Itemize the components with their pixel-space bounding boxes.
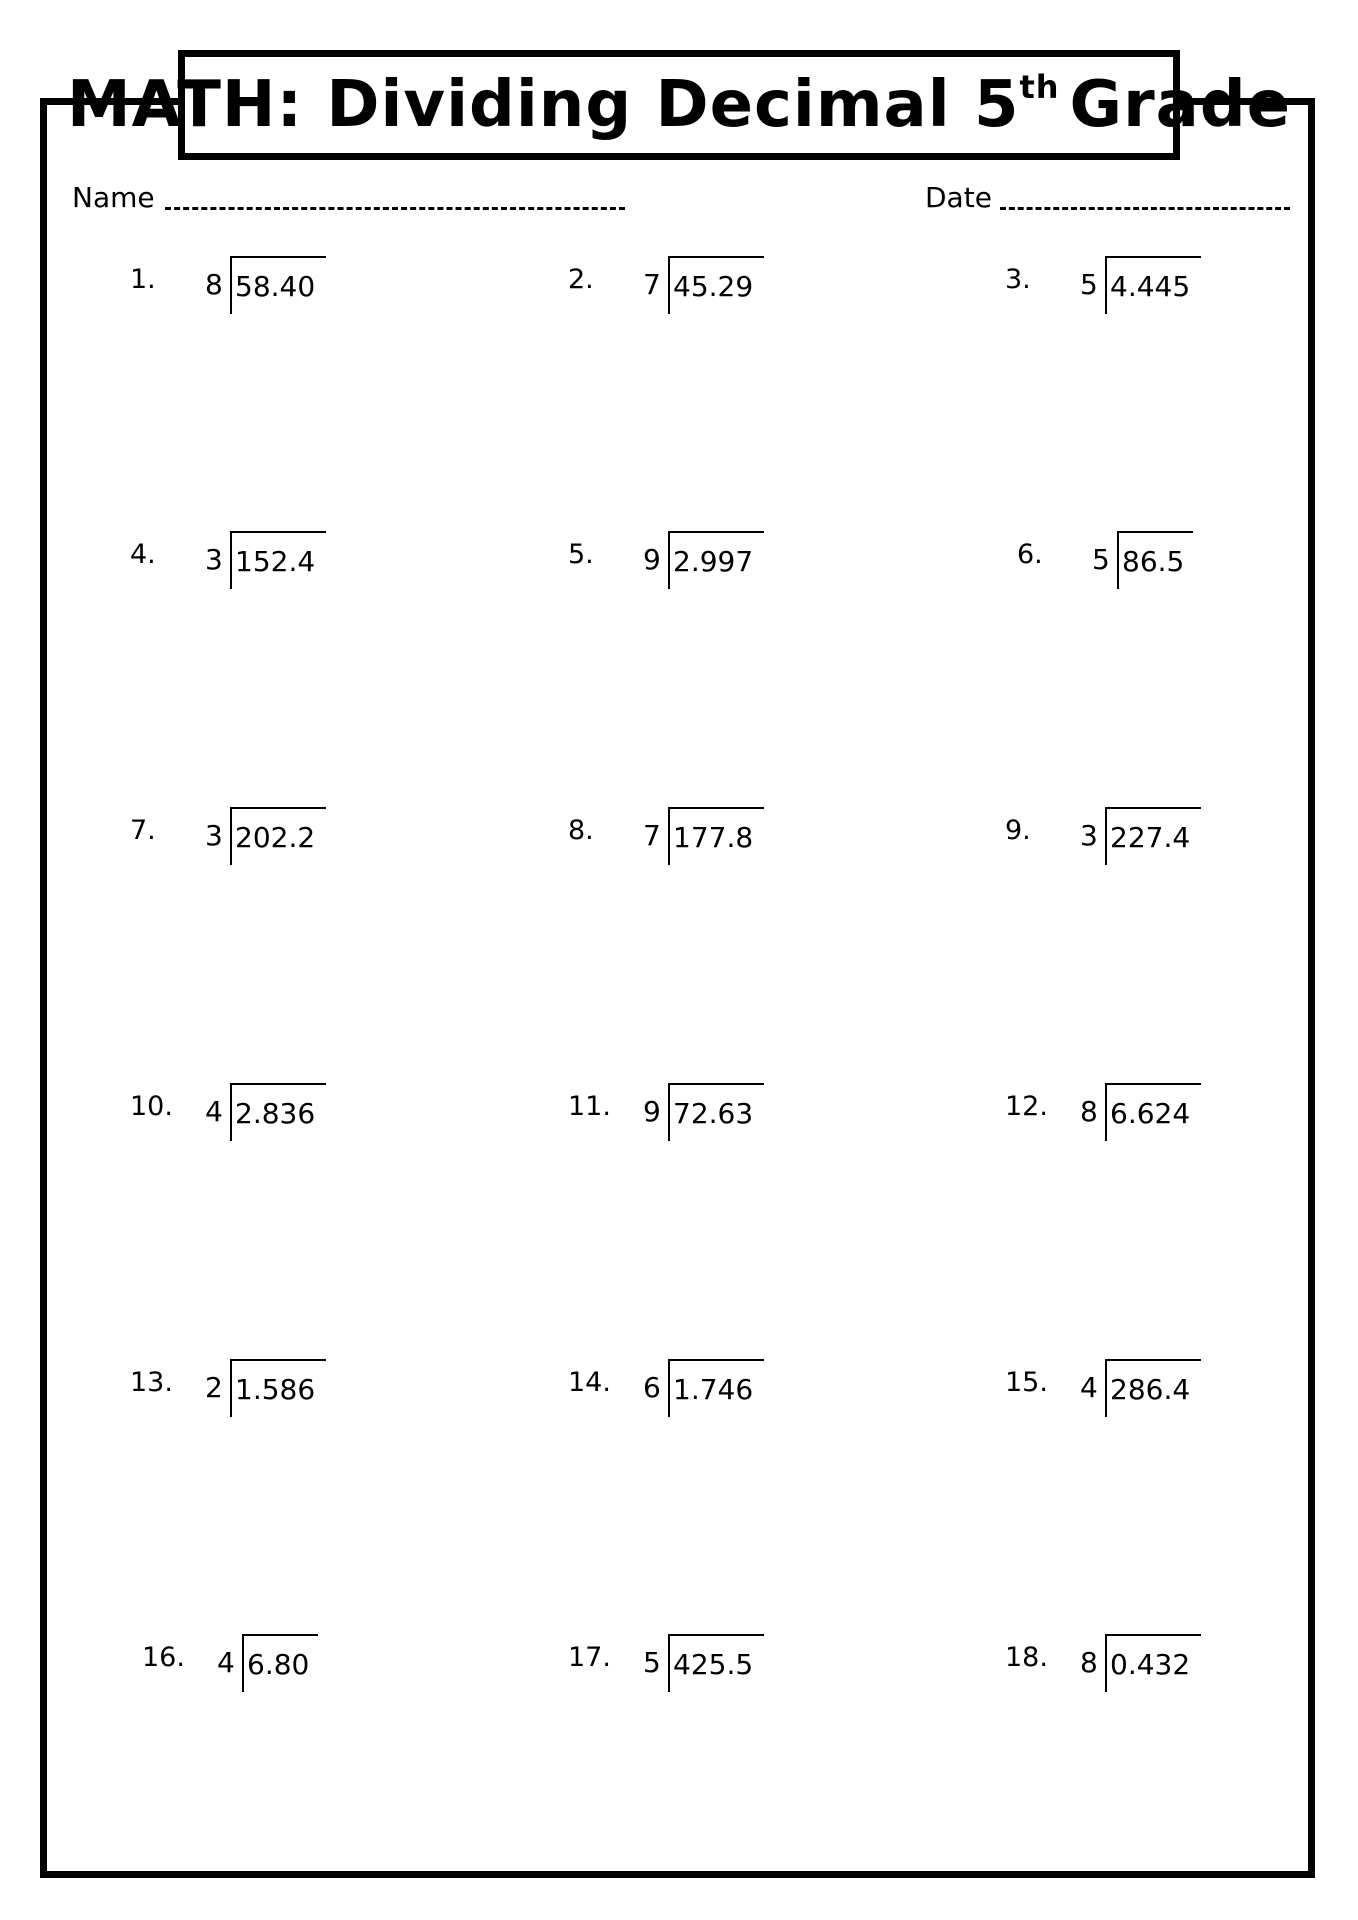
division-bracket — [668, 256, 764, 314]
date-field[interactable] — [1000, 207, 1290, 210]
problem-number: 5. — [568, 539, 594, 570]
divisor: 4 — [217, 1646, 235, 1679]
problem-1 — [130, 266, 430, 336]
divisor: 7 — [643, 819, 661, 852]
dividend: 72.63 — [673, 1097, 754, 1130]
page-title — [66, 67, 1292, 142]
division-bracket — [242, 1634, 318, 1692]
division-bracket — [1105, 807, 1201, 865]
dividend: 6.624 — [1110, 1097, 1191, 1130]
division-bracket — [668, 531, 764, 589]
dividend: 227.4 — [1110, 821, 1191, 854]
problem-number: 4. — [130, 539, 156, 570]
divisor: 6 — [643, 1371, 661, 1404]
division-bracket — [230, 256, 326, 314]
dividend: 2.997 — [673, 545, 754, 578]
problem-7 — [130, 817, 430, 887]
divisor: 9 — [643, 543, 661, 576]
divisor: 2 — [205, 1371, 223, 1404]
division-bracket — [230, 1083, 326, 1141]
problem-number: 11. — [568, 1091, 611, 1122]
problem-number: 13. — [130, 1367, 173, 1398]
dividend: 152.4 — [235, 545, 316, 578]
divisor: 3 — [205, 543, 223, 576]
problem-16 — [142, 1644, 442, 1714]
dividend: 2.836 — [235, 1097, 316, 1130]
division-bracket — [230, 807, 326, 865]
divisor: 8 — [205, 268, 223, 301]
dividend: 1.586 — [235, 1373, 316, 1406]
divisor: 9 — [643, 1095, 661, 1128]
division-bracket — [668, 1083, 764, 1141]
problem-number: 14. — [568, 1367, 611, 1398]
problem-2 — [568, 266, 868, 336]
problem-9 — [1005, 817, 1305, 887]
problem-6 — [1017, 541, 1317, 611]
problem-4 — [130, 541, 430, 611]
problem-number: 3. — [1005, 264, 1031, 295]
dividend: 0.432 — [1110, 1648, 1191, 1681]
dividend: 86.5 — [1122, 545, 1185, 578]
problem-8 — [568, 817, 868, 887]
divisor: 7 — [643, 268, 661, 301]
divisor: 3 — [1080, 819, 1098, 852]
division-bracket — [230, 531, 326, 589]
problem-number: 8. — [568, 815, 594, 846]
problem-17 — [568, 1644, 868, 1714]
dividend: 58.40 — [235, 270, 316, 303]
division-bracket — [1105, 1359, 1201, 1417]
problem-number: 12. — [1005, 1091, 1048, 1122]
problem-13 — [130, 1369, 430, 1439]
divisor: 8 — [1080, 1095, 1098, 1128]
dividend: 202.2 — [235, 821, 316, 854]
problem-number: 7. — [130, 815, 156, 846]
divisor: 5 — [1080, 268, 1098, 301]
divisor: 3 — [205, 819, 223, 852]
problem-number: 1. — [130, 264, 156, 295]
dividend: 425.5 — [673, 1648, 754, 1681]
problem-3 — [1005, 266, 1305, 336]
title-box — [66, 50, 1292, 160]
division-bracket — [1105, 1083, 1201, 1141]
problem-number: 10. — [130, 1091, 173, 1122]
problem-18 — [1005, 1644, 1305, 1714]
dividend: 177.8 — [673, 821, 754, 854]
dividend: 6.80 — [247, 1648, 310, 1681]
problem-5 — [568, 541, 868, 611]
title-main: MATH: Dividing Decimal 5 — [66, 68, 1020, 142]
dividend: 286.4 — [1110, 1373, 1191, 1406]
dividend: 1.746 — [673, 1373, 754, 1406]
problem-number: 16. — [142, 1642, 185, 1673]
dividend: 4.445 — [1110, 270, 1191, 303]
name-label: Name — [72, 181, 155, 214]
name-field[interactable] — [165, 207, 625, 210]
divisor: 5 — [643, 1646, 661, 1679]
problem-number: 15. — [1005, 1367, 1048, 1398]
title-superscript: th — [1019, 67, 1060, 106]
problem-12 — [1005, 1093, 1305, 1163]
problem-number: 18. — [1005, 1642, 1048, 1673]
date-label: Date — [925, 181, 992, 214]
problem-number: 6. — [1017, 539, 1043, 570]
title-end: Grade — [1069, 68, 1292, 142]
division-bracket — [668, 1634, 764, 1692]
division-bracket — [668, 807, 764, 865]
dividend: 45.29 — [673, 270, 754, 303]
problem-14 — [568, 1369, 868, 1439]
problem-number: 9. — [1005, 815, 1031, 846]
problem-11 — [568, 1093, 868, 1163]
page-border — [40, 98, 1315, 1878]
problem-10 — [130, 1093, 430, 1163]
problem-number: 17. — [568, 1642, 611, 1673]
divisor: 4 — [1080, 1371, 1098, 1404]
division-bracket — [1105, 1634, 1201, 1692]
division-bracket — [1117, 531, 1193, 589]
divisor: 4 — [205, 1095, 223, 1128]
division-bracket — [230, 1359, 326, 1417]
problem-15 — [1005, 1369, 1305, 1439]
division-bracket — [1105, 256, 1201, 314]
problem-number: 2. — [568, 264, 594, 295]
division-bracket — [668, 1359, 764, 1417]
divisor: 8 — [1080, 1646, 1098, 1679]
divisor: 5 — [1092, 543, 1110, 576]
